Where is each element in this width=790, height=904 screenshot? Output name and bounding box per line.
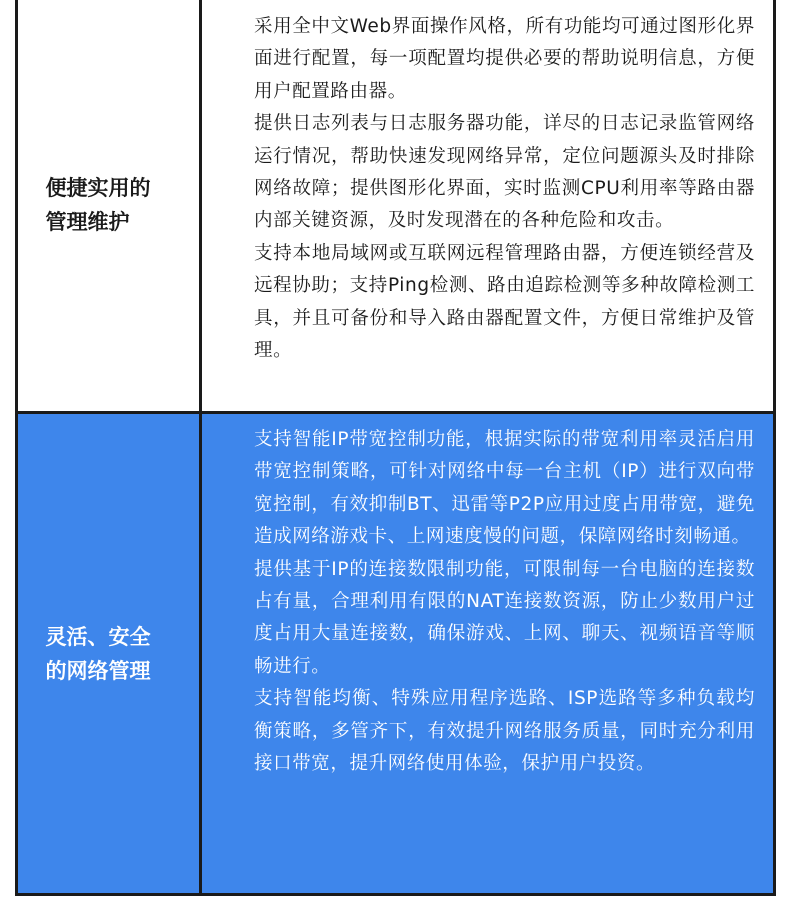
row-label-line: 管理维护 bbox=[45, 210, 130, 234]
feature-paragraph: 支持智能均衡、特殊应用程序选路、ISP选路等多种负载均衡策略，多管齐下，有效提升网络服务质量，同时充分利用接口带宽，提升网络使用体验，保护用户投资。 bbox=[254, 688, 755, 775]
feature-table bbox=[15, 0, 776, 896]
table-row-flexible-secure-network bbox=[18, 414, 773, 893]
row-content-cell bbox=[202, 0, 773, 411]
row-label-cell bbox=[18, 0, 202, 411]
row-label-line: 灵活、安全 bbox=[45, 624, 151, 649]
feature-paragraph: 采用全中文Web界面操作风格，所有功能均可通过图形化界面进行配置，每一项配置均提供必要的帮助说明信息，方便用户配置路由器。 bbox=[254, 16, 755, 102]
row-label-cell bbox=[18, 414, 202, 893]
row-label-line: 的网络管理 bbox=[45, 658, 151, 683]
feature-paragraph: 支持本地局域网或互联网远程管理路由器，方便连锁经营及远程协助；支持Ping检测、路由追踪检测等多种故障检测工具，并且可备份和导入路由器配置文件，方便日常维护及管理。 bbox=[254, 242, 755, 362]
row-label bbox=[46, 620, 172, 688]
feature-paragraph: 提供日志列表与日志服务器功能，详尽的日志记录监管网络运行情况，帮助快速发现网络异常，定位问题源头及时排除网络故障；提供图形化界面，实时监测CPU利用率等路由器内部关键资源，及时发现潜在的各种危险和攻击。 bbox=[254, 113, 755, 232]
feature-paragraph: 支持智能IP带宽控制功能，根据实际的带宽利用率灵活启用带宽控制策略，可针对网络中每一台主机（IP）进行双向带宽控制，有效抑制BT、迅雷等P2P应用过度占用带宽，避免造成网络游戏卡、上网速度慢的问题，保障网络时刻畅通。 bbox=[254, 429, 755, 548]
row-content-cell bbox=[202, 414, 773, 893]
row-label bbox=[46, 171, 172, 239]
table-row-convenient-management bbox=[18, 0, 773, 414]
row-label-line: 便捷实用的 bbox=[45, 176, 151, 200]
feature-paragraph: 提供基于IP的连接数限制功能，可限制每一台电脑的连接数占有量，合理利用有限的NAT连接数资源，防止少数用户过度占用大量连接数，确保游戏、上网、聊天、视频语音等顺畅进行。 bbox=[254, 558, 755, 677]
